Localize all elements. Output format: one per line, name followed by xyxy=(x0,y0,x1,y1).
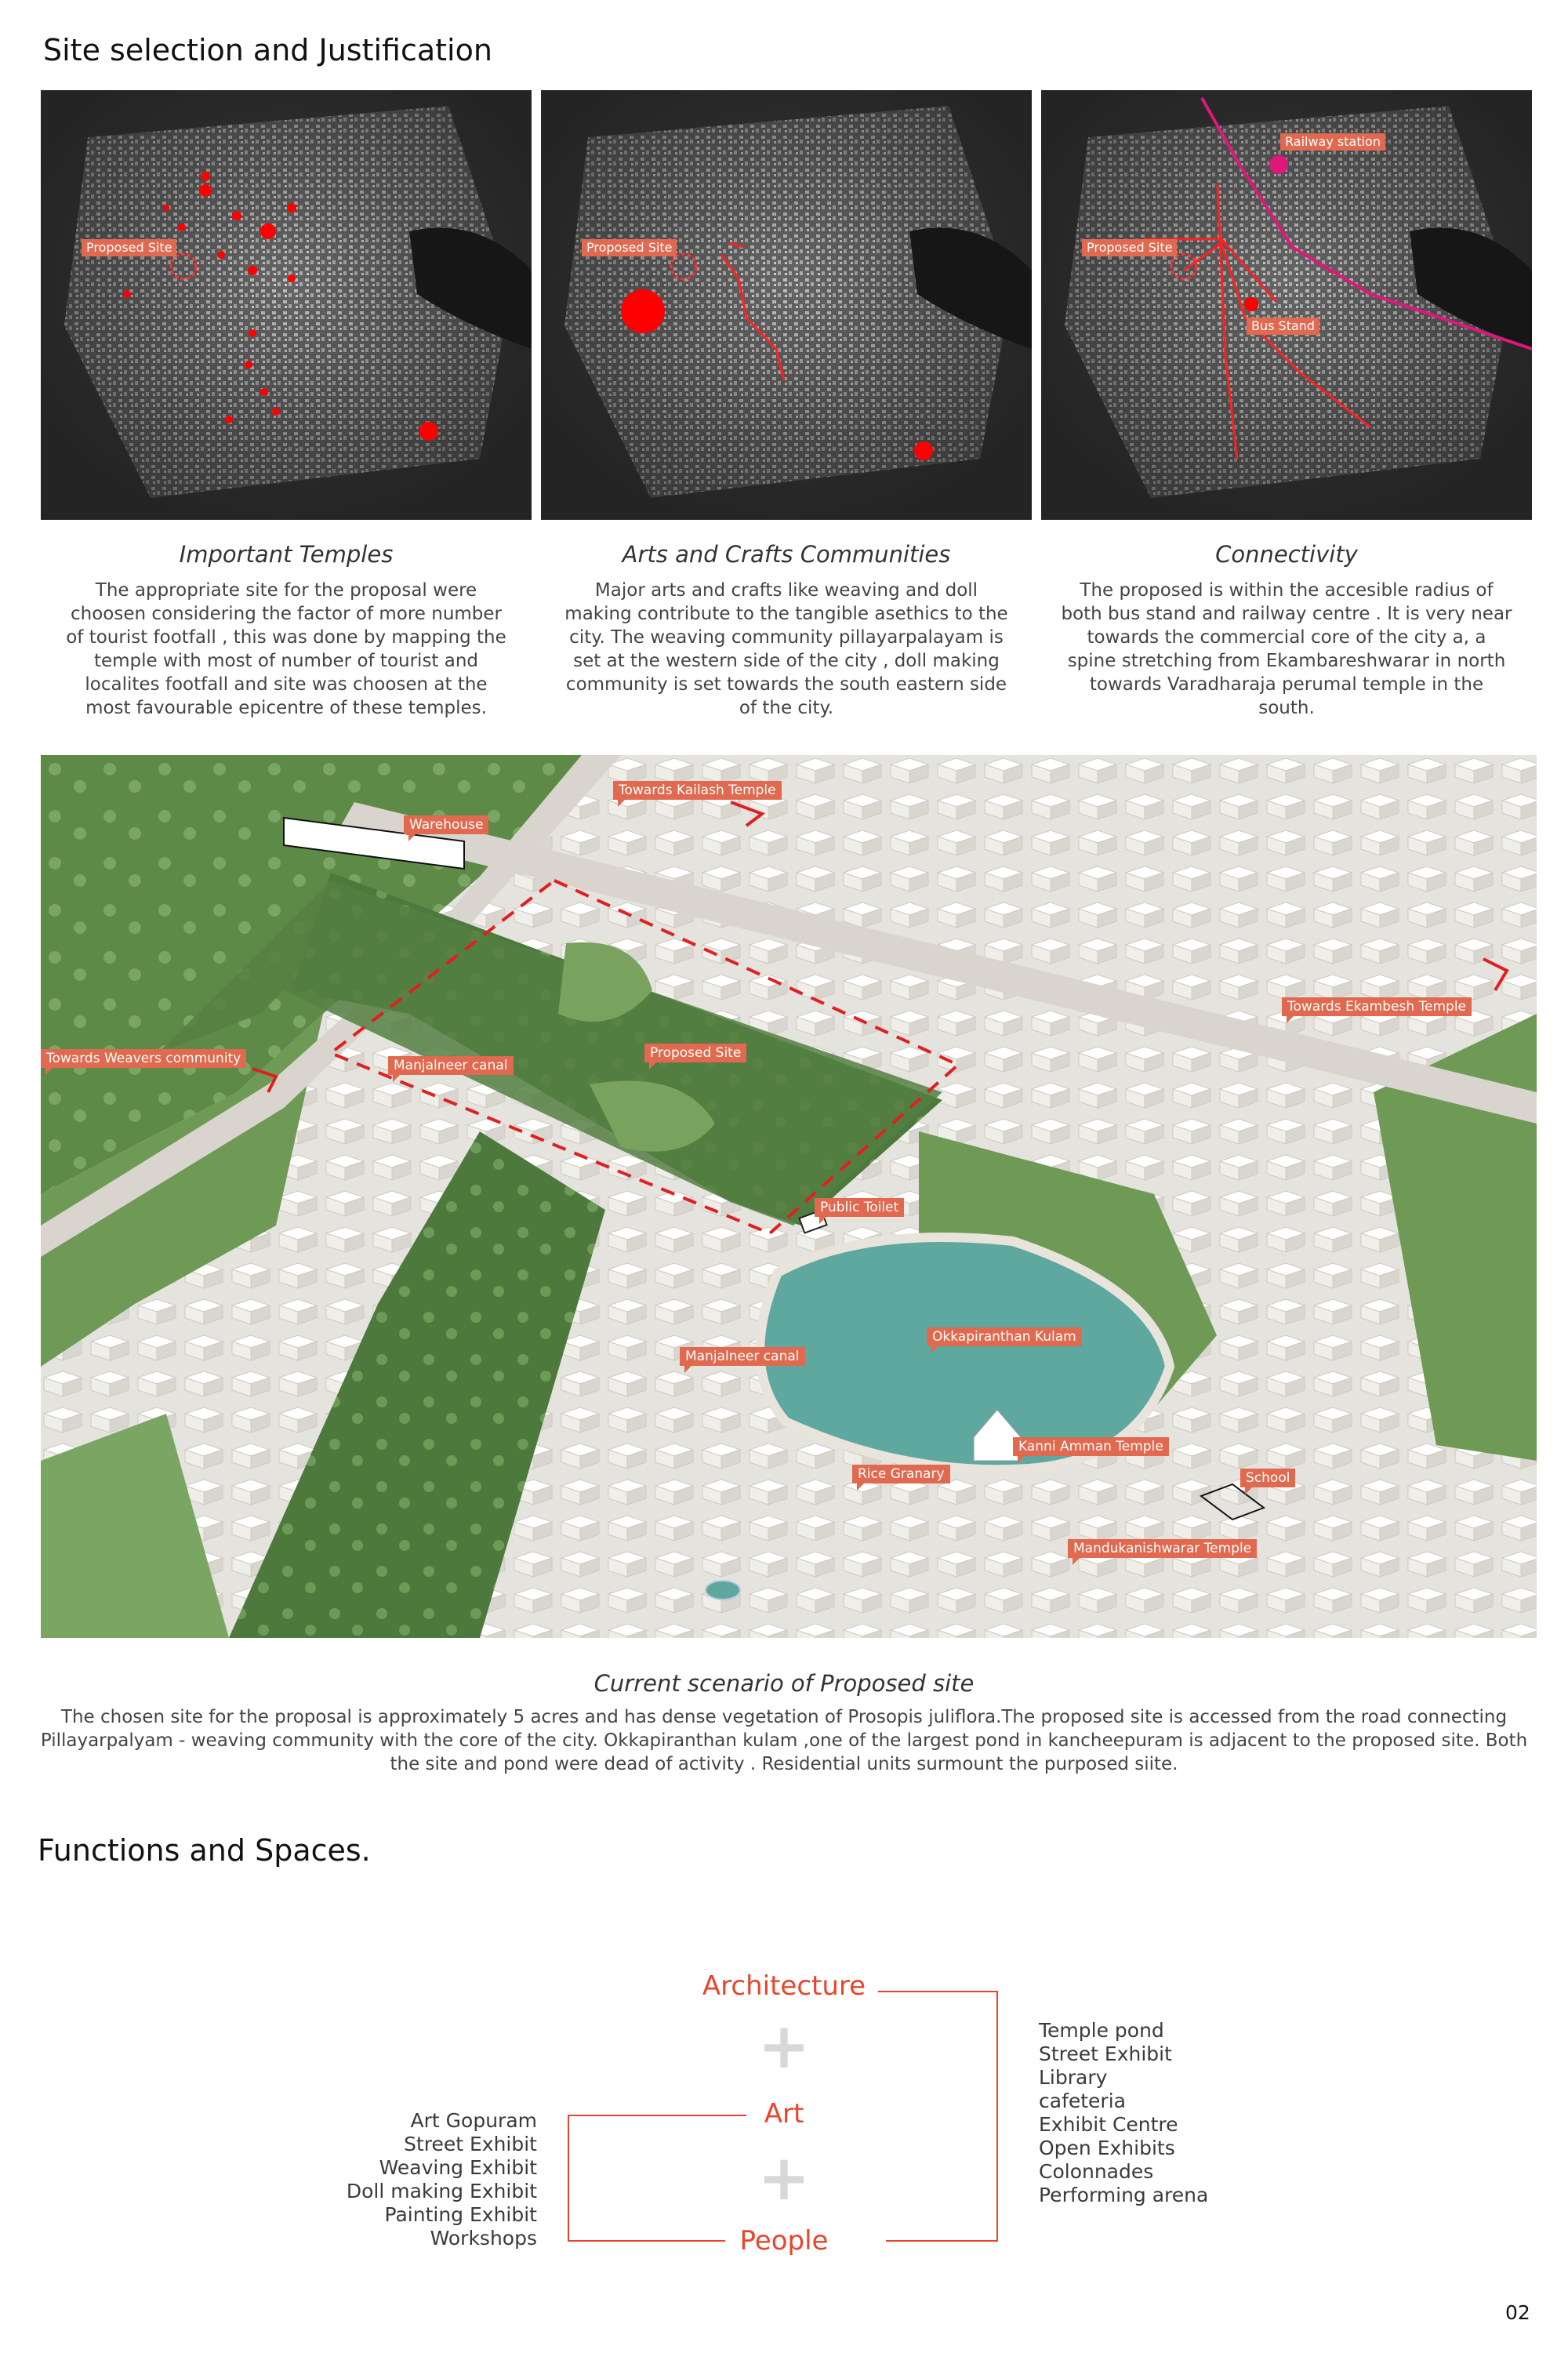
art-spaces-list xyxy=(298,2109,537,2250)
railway-station-label: Railway station xyxy=(1280,133,1385,151)
site-axonometric-map xyxy=(41,755,1537,1638)
connectivity-map-graphic xyxy=(1041,90,1532,520)
plus-sign-1: + xyxy=(757,2010,811,2082)
art-heading: Art xyxy=(764,2098,804,2130)
list-item: Doll making Exhibit xyxy=(346,2180,537,2202)
list-item: Street Exhibit xyxy=(1039,2043,1172,2065)
temples-map xyxy=(41,90,532,520)
temples-caption: Important Temples xyxy=(179,541,394,568)
bus-stand-label: Bus Stand xyxy=(1247,318,1319,335)
manjalneer-canal-label-2: Manjalneer canal xyxy=(680,1347,805,1366)
temples-description: The appropriate site for the proposal were choosen considering the factor of more number of tourist footfall , this was done by mapping the temple with most of number of tourist and localites footfall and site was choosen at the most favourable epicentre of these temples. xyxy=(66,580,506,718)
list-item: Performing arena xyxy=(1039,2184,1209,2206)
architecture-heading: Architecture xyxy=(702,1970,866,2002)
list-item: Workshops xyxy=(430,2227,537,2250)
connectivity-map xyxy=(1041,90,1532,520)
proposed-site-label: Proposed Site xyxy=(582,239,677,256)
list-item: cafeteria xyxy=(1039,2090,1126,2112)
crafts-map xyxy=(541,90,1032,520)
list-item: Open Exhibits xyxy=(1039,2137,1175,2159)
crafts-map-graphic xyxy=(541,90,1032,520)
kailash-temple-label: Towards Kailash Temple xyxy=(613,781,782,800)
list-item: Painting Exhibit xyxy=(384,2203,537,2226)
ekambesh-temple-label: Towards Ekambesh Temple xyxy=(1282,997,1472,1016)
plus-sign-2: + xyxy=(757,2141,811,2214)
crafts-caption: Arts and Crafts Communities xyxy=(622,541,951,568)
list-item: Weaving Exhibit xyxy=(379,2156,537,2179)
connectivity-description: The proposed is within the accesible radius of both bus stand and railway centre . It is very near towards the commercial core of the city a, a spine stretching from Ekambareshwarar in north towards Varadharaja perumal temple in the south. xyxy=(1061,580,1512,718)
list-item: Art Gopuram xyxy=(410,2109,537,2132)
mandukanishwarar-temple-label: Mandukanishwarar Temple xyxy=(1068,1539,1257,1558)
architecture-spaces-list xyxy=(1039,2019,1352,2207)
list-item: Exhibit Centre xyxy=(1039,2113,1178,2136)
functions-title: Functions and Spaces. xyxy=(38,1833,371,1868)
page-number: 02 xyxy=(1505,2301,1530,2324)
rice-granary-label: Rice Granary xyxy=(852,1465,950,1483)
list-item: Colonnades xyxy=(1039,2160,1154,2183)
proposed-site-label: Proposed Site xyxy=(644,1044,746,1062)
connectivity-caption: Connectivity xyxy=(1215,541,1358,568)
list-item: Library xyxy=(1039,2066,1108,2089)
list-item: Temple pond xyxy=(1039,2019,1164,2042)
manjalneer-canal-label: Manjalneer canal xyxy=(388,1056,514,1075)
list-item: Street Exhibit xyxy=(404,2133,537,2155)
page-title: Site selection and Justification xyxy=(43,33,492,67)
kanni-amman-temple-label: Kanni Amman Temple xyxy=(1013,1437,1169,1456)
okkapiranthan-kulam-label: Okkapiranthan Kulam xyxy=(927,1327,1082,1346)
temples-map-graphic xyxy=(41,90,532,520)
site-axonometric-graphic xyxy=(41,755,1537,1638)
proposed-site-label: Proposed Site xyxy=(82,239,176,256)
public-toilet-label: Public Toilet xyxy=(815,1198,904,1217)
people-heading: People xyxy=(739,2225,829,2257)
proposed-site-label: Proposed Site xyxy=(1082,239,1177,256)
warehouse-label: Warehouse xyxy=(404,815,488,834)
site-caption: Current scenario of Proposed site xyxy=(593,1670,975,1697)
crafts-description: Major arts and crafts like weaving and doll making contribute to the tangible asethics to the city. The weaving community pillayarpalayam is set at the western side of the city , doll making community is set towards the south eastern side of the city. xyxy=(564,580,1008,718)
weavers-community-label: Towards Weavers community xyxy=(41,1049,246,1068)
school-label: School xyxy=(1240,1469,1295,1487)
site-description: The chosen site for the proposal is approximately 5 acres and has dense vegetation of Prosopis juliflora.The proposed site is accessed from the road connecting Pillayarpalyam - weaving community with the core of the city. Okkapiranthan kulam ,one of the largest pond in kancheepuram is adjacent to the proposed site. Both the site and pond were dead of activity . Residential units surmount the purposed siite. xyxy=(40,1707,1528,1774)
